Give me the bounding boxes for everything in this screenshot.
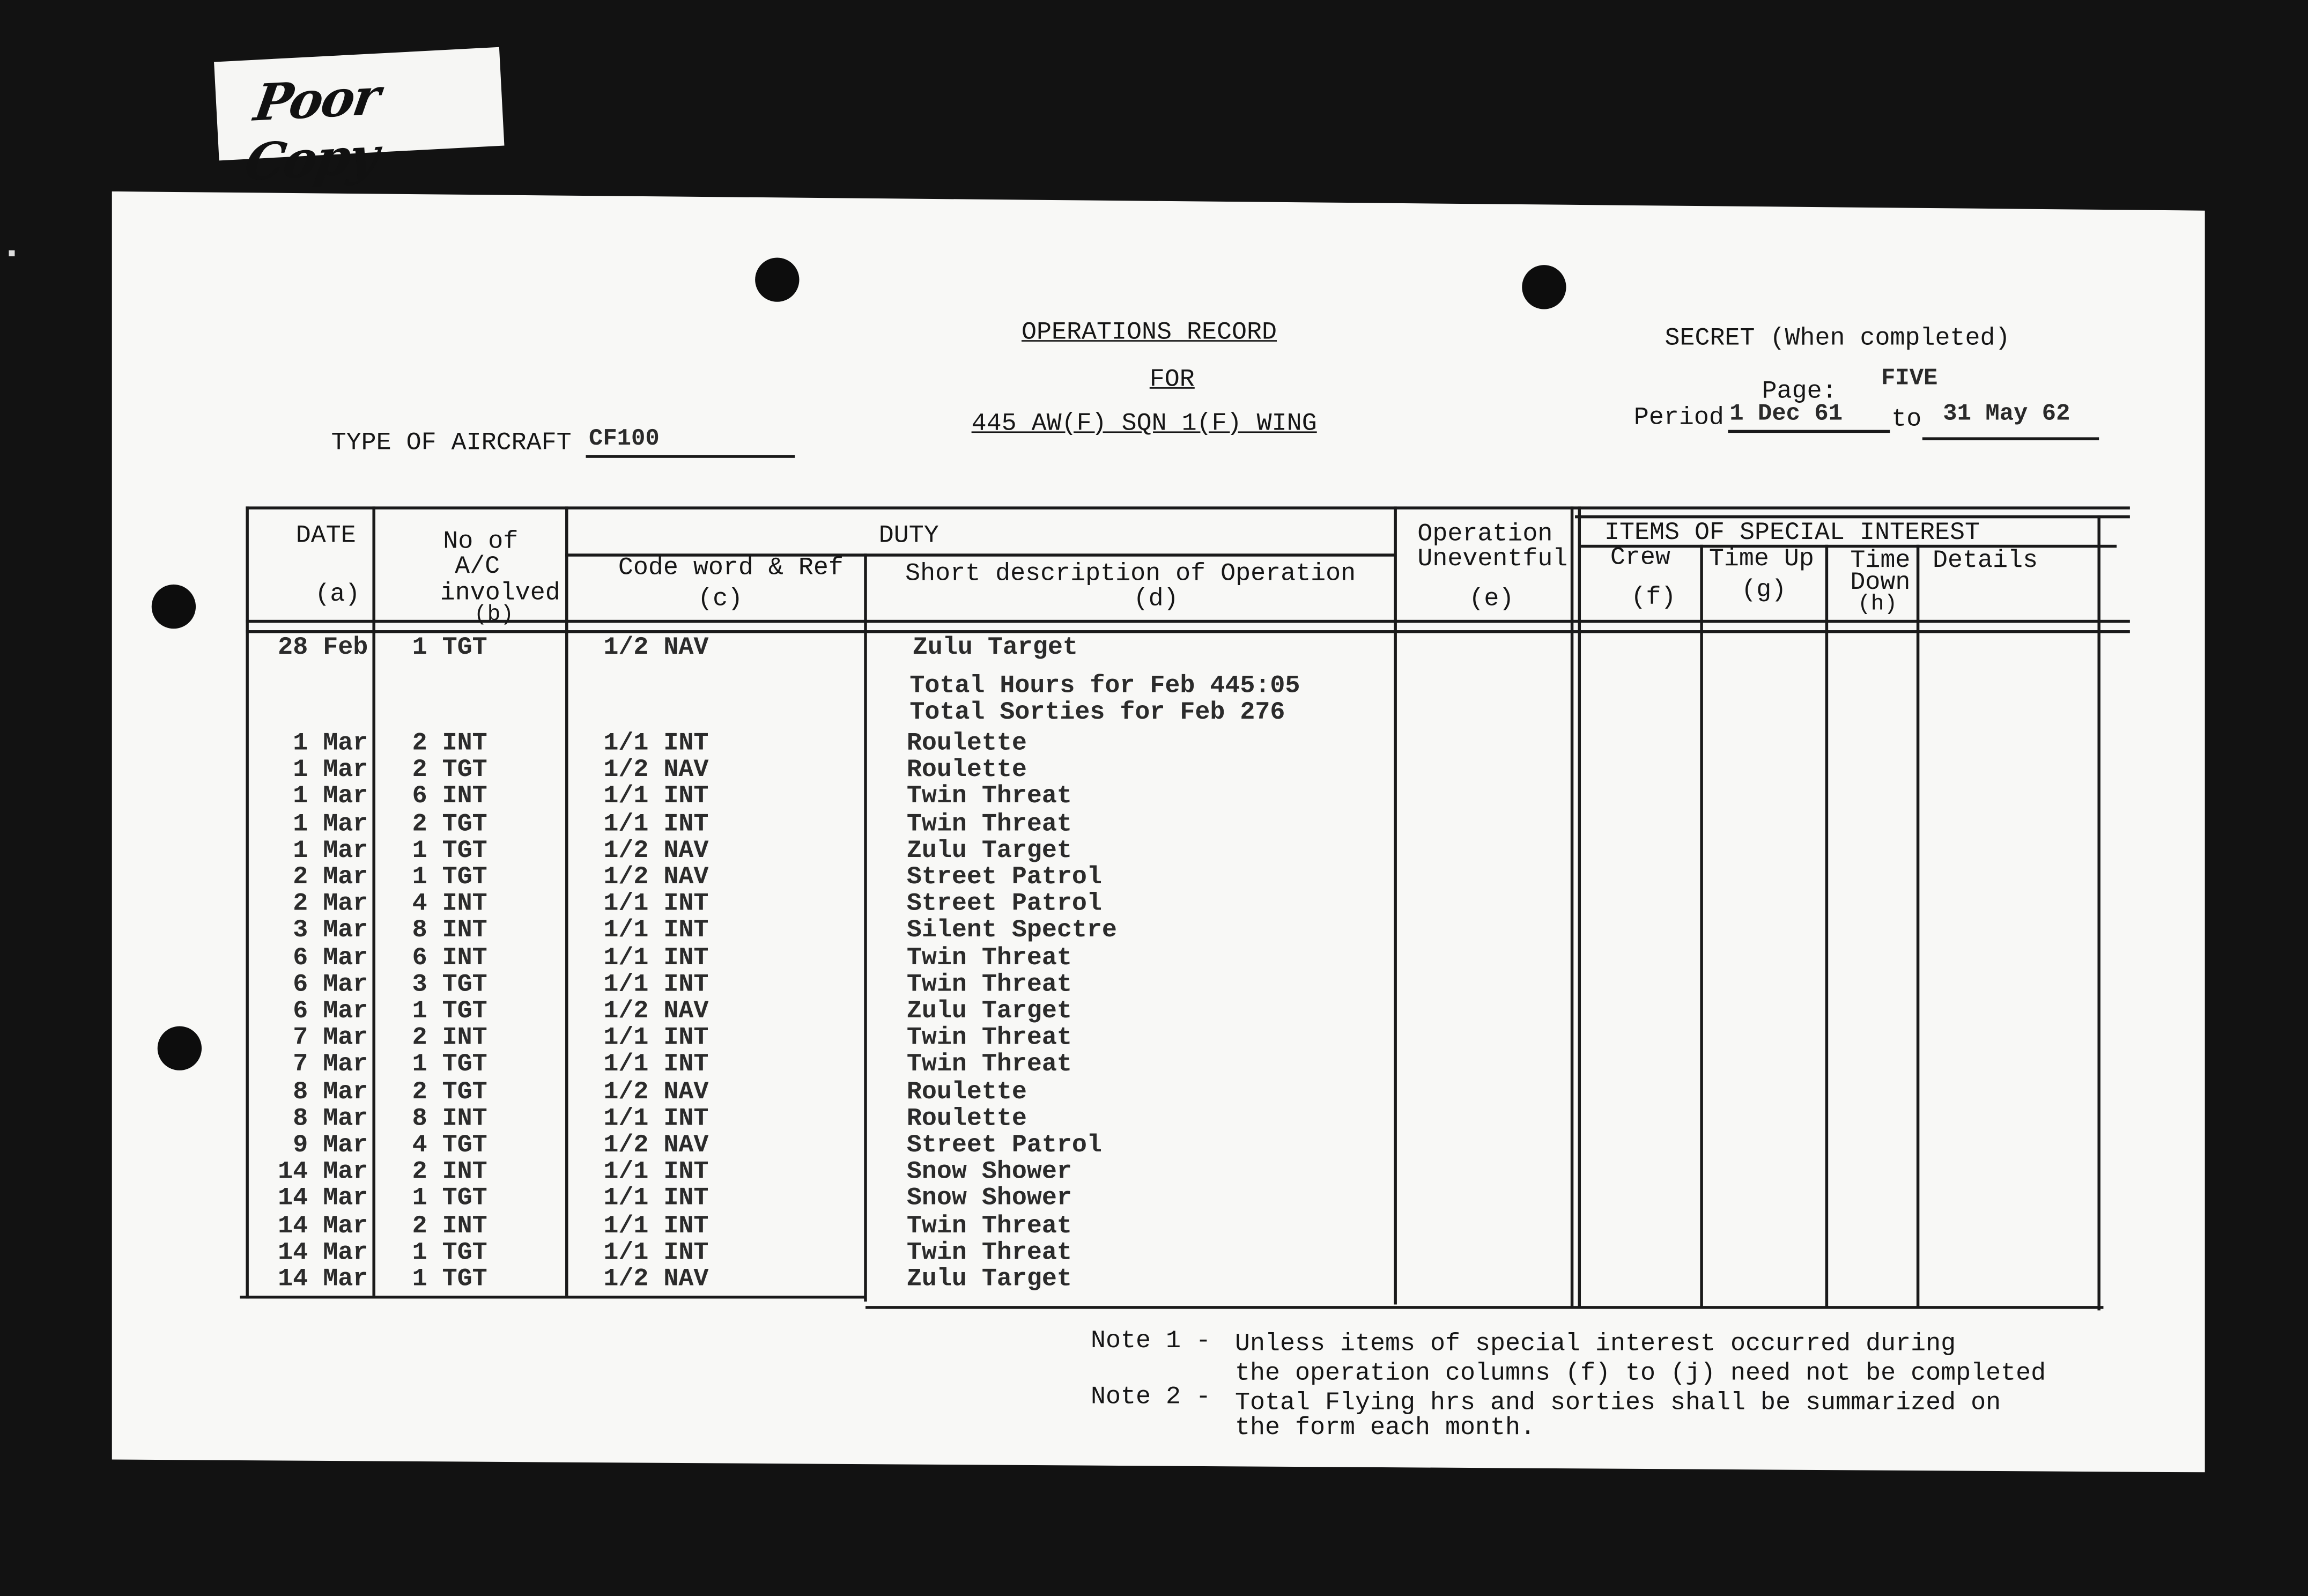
- row-date: 1 Mar: [293, 757, 368, 785]
- row-ac: 4 INT: [412, 891, 487, 919]
- col-date-header: DATE: [295, 522, 356, 551]
- header-bottom-line-2: [246, 630, 2129, 633]
- col-items-header: ITEMS OF SPECIAL INTEREST: [1604, 520, 1980, 548]
- row-date: 8 Mar: [293, 1078, 368, 1107]
- row-ac: 2 TGT: [412, 810, 487, 839]
- col-code-header: Code word & Ref: [618, 555, 844, 583]
- table-row: [0, 1159, 1472, 1185]
- table-row: [0, 811, 1472, 837]
- table-row: [0, 1052, 1472, 1078]
- col-ac-header-2: A/C: [455, 553, 500, 582]
- row-code: 1/1 INT: [603, 971, 709, 1000]
- col-timedown-letter: (h): [1858, 592, 1898, 617]
- row-code: 1/1 INT: [603, 784, 709, 812]
- row-desc: Roulette: [906, 1105, 1027, 1134]
- total-sorties: Total Sorties for Feb 276: [909, 699, 1285, 728]
- row-desc: Street Patrol: [906, 891, 1102, 919]
- poor-copy-text: Poor Copy: [240, 68, 383, 194]
- row-ac: 8 INT: [412, 918, 487, 946]
- row-date: 1 Mar: [293, 837, 368, 866]
- row-ac: 1 TGT: [412, 1052, 487, 1080]
- row-ac: 4 TGT: [412, 1132, 487, 1161]
- table-row: [0, 1105, 1472, 1132]
- form-title: OPERATIONS RECORD: [1021, 319, 1277, 348]
- row-date: 14 Mar: [278, 1186, 368, 1214]
- row-ac: 6 INT: [412, 944, 487, 973]
- row-code: 1/2 NAV: [603, 634, 709, 663]
- table-row: [0, 1078, 1472, 1105]
- table-row: [0, 784, 1472, 810]
- row-ac: 2 TGT: [412, 1078, 487, 1107]
- row-code: 1/1 INT: [603, 1052, 709, 1080]
- row-desc: Zulu Target: [906, 1266, 1072, 1295]
- row-ac: 1 TGT: [412, 864, 487, 892]
- col-divider-crew: [1700, 545, 1702, 1307]
- col-crew-header: Crew: [1610, 544, 1670, 573]
- period-to-underline: [1922, 437, 2099, 439]
- table-row: [0, 1213, 1472, 1239]
- row-date: 1 Mar: [293, 784, 368, 812]
- row-desc: Twin Threat: [906, 1239, 1072, 1268]
- row-ac: 1 TGT: [412, 837, 487, 866]
- row-ac: 1 TGT: [412, 634, 487, 663]
- aircraft-value: CF100: [588, 425, 660, 452]
- row-date: 7 Mar: [293, 1052, 368, 1080]
- col-desc-letter: (d): [1133, 586, 1179, 614]
- row-date: 8 Mar: [293, 1105, 368, 1134]
- row-date: 1 Mar: [293, 730, 368, 758]
- row-date: 14 Mar: [278, 1239, 368, 1268]
- table-row: [0, 998, 1472, 1024]
- row-date: 3 Mar: [293, 918, 368, 946]
- row-code: 1/1 INT: [603, 1105, 709, 1134]
- header-bottom-line: [246, 620, 2129, 622]
- row-desc: Twin Threat: [906, 944, 1072, 973]
- col-date-letter: (a): [315, 581, 360, 610]
- table-row: [0, 1186, 1472, 1212]
- dust-speck: [9, 250, 14, 256]
- row-date: 14 Mar: [278, 1213, 368, 1241]
- col-op-letter: (e): [1469, 586, 1514, 614]
- row-ac: 6 INT: [412, 784, 487, 812]
- note-1-line-1: Unless items of special interest occurred during: [1234, 1331, 1956, 1359]
- row-desc: Zulu Target: [906, 837, 1072, 866]
- period-label: Period: [1633, 404, 1724, 433]
- row-date: 9 Mar: [293, 1132, 368, 1161]
- col-op-header-2: Uneventful: [1417, 546, 1568, 574]
- row-ac: 1 TGT: [412, 998, 487, 1026]
- col-timedown-header-2: Down: [1850, 570, 1911, 598]
- row-code: 1/1 INT: [603, 810, 709, 839]
- table-row: [0, 1132, 1472, 1161]
- col-ac-header-1: No of: [443, 528, 519, 557]
- table-row: [0, 918, 1472, 944]
- note-2-line-1: Total Flying hrs and sorties shall be summarized on: [1234, 1390, 2001, 1418]
- row-desc: Zulu Target: [906, 998, 1072, 1026]
- row-code: 1/2 NAV: [603, 837, 709, 866]
- row-ac: 3 TGT: [412, 971, 487, 1000]
- secret-label: SECRET (When completed): [1665, 325, 2010, 353]
- row-desc: Roulette: [906, 730, 1027, 758]
- row-date: 14 Mar: [278, 1266, 368, 1295]
- note-2-line-2: the form each month.: [1234, 1415, 1536, 1443]
- col-details-header: Details: [1933, 548, 2038, 576]
- table-row: [0, 944, 1472, 971]
- form-for-label: FOR: [1149, 366, 1195, 395]
- row-code: 1/2 NAV: [603, 1266, 709, 1295]
- table-top-border-2: [1575, 515, 2130, 518]
- col-divider-right: [2097, 515, 2100, 1311]
- period-to-label: to: [1891, 406, 1922, 434]
- row-code: 1/1 INT: [603, 1186, 709, 1214]
- row-ac: 2 INT: [412, 730, 487, 758]
- row-ac: 2 INT: [412, 1213, 487, 1241]
- table-row: [0, 730, 1472, 757]
- row-date: 7 Mar: [293, 1025, 368, 1053]
- table-row: [0, 864, 1472, 891]
- table-row: [0, 971, 1472, 1000]
- note-1-label: Note 1 -: [1090, 1328, 1211, 1356]
- aircraft-label: TYPE OF AIRCRAFT: [331, 430, 572, 458]
- row-code: 1/1 INT: [603, 944, 709, 973]
- row-ac: 1 TGT: [412, 1186, 487, 1214]
- row-desc: Snow Shower: [906, 1186, 1072, 1214]
- row-code: 1/2 NAV: [603, 757, 709, 785]
- col-desc-header: Short description of Operation: [905, 560, 1356, 589]
- col-timeup-letter: (g): [1741, 577, 1787, 605]
- row-ac: 2 TGT: [412, 757, 487, 785]
- row-desc: Zulu Target: [912, 634, 1078, 663]
- row-code: 1/1 INT: [603, 1239, 709, 1268]
- table-row: [0, 838, 1472, 864]
- row-code: 1/2 NAV: [603, 1132, 709, 1161]
- row-desc: Twin Threat: [906, 784, 1072, 812]
- table-row: [0, 634, 1472, 661]
- row-desc: Twin Threat: [906, 810, 1072, 839]
- page-value: FIVE: [1881, 365, 1938, 392]
- table-top-border: [246, 506, 2129, 509]
- row-desc: Street Patrol: [906, 864, 1102, 892]
- table-row: [0, 1266, 1472, 1295]
- col-op-header-1: Operation: [1417, 521, 1553, 550]
- col-divider-op-a: [1571, 506, 1573, 1307]
- period-from: 1 Dec 61: [1729, 400, 1843, 427]
- table-row: [0, 1239, 1472, 1266]
- row-desc: Twin Threat: [906, 971, 1072, 1000]
- period-from-underline: [1728, 430, 1890, 432]
- row-ac: 2 INT: [412, 1025, 487, 1053]
- row-date: 2 Mar: [293, 864, 368, 892]
- row-desc: Street Patrol: [906, 1132, 1102, 1161]
- punch-hole-top-right: [1522, 265, 1566, 309]
- row-code: 1/1 INT: [603, 918, 709, 946]
- aircraft-underline: [586, 455, 795, 457]
- row-desc: Twin Threat: [906, 1025, 1072, 1053]
- row-code: 1/1 INT: [603, 730, 709, 758]
- col-ac-header-3: involved: [440, 580, 560, 608]
- row-ac: 8 INT: [412, 1105, 487, 1134]
- page-label: Page:: [1762, 378, 1837, 407]
- col-duty-header: DUTY: [878, 522, 939, 551]
- row-code: 1/2 NAV: [603, 998, 709, 1026]
- row-code: 1/2 NAV: [603, 1078, 709, 1107]
- table-bottom-border: [240, 1296, 866, 1298]
- row-desc: Snow Shower: [906, 1159, 1072, 1187]
- table-row: [0, 1025, 1472, 1051]
- row-desc: Roulette: [906, 757, 1027, 785]
- col-divider-op-b: [1578, 506, 1581, 1307]
- row-desc: Silent Spectre: [906, 918, 1117, 946]
- col-timeup-header: Time Up: [1708, 546, 1814, 574]
- table-row: [0, 757, 1472, 784]
- row-ac: 1 TGT: [412, 1239, 487, 1268]
- note-2-label: Note 2 -: [1090, 1384, 1211, 1412]
- row-date: 6 Mar: [293, 998, 368, 1026]
- period-to: 31 May 62: [1943, 400, 2070, 427]
- row-date: 1 Mar: [293, 810, 368, 839]
- form-unit: 445 AW(F) SQN 1(F) WING: [971, 410, 1317, 439]
- col-timedown-header-1: Time: [1850, 548, 1911, 576]
- col-divider-timeup: [1825, 545, 1828, 1307]
- row-code: 1/1 INT: [603, 1025, 709, 1053]
- row-date: 6 Mar: [293, 971, 368, 1000]
- poor-copy-label: [214, 47, 504, 194]
- row-desc: Roulette: [906, 1078, 1027, 1107]
- col-divider-timedown: [1917, 545, 1919, 1307]
- row-code: 1/2 NAV: [603, 864, 709, 892]
- row-code: 1/1 INT: [603, 891, 709, 919]
- note-1-line-2: the operation columns (f) to (j) need not be completed: [1234, 1360, 2046, 1388]
- row-date: 6 Mar: [293, 944, 368, 973]
- row-date: 28 Feb: [278, 634, 368, 663]
- row-ac: 1 TGT: [412, 1266, 487, 1295]
- row-date: 2 Mar: [293, 891, 368, 919]
- col-ac-letter: (b): [474, 602, 514, 627]
- total-hours: Total Hours for Feb 445:05: [909, 673, 1300, 701]
- row-code: 1/1 INT: [603, 1159, 709, 1187]
- row-code: 1/1 INT: [603, 1213, 709, 1241]
- table-row: [0, 891, 1472, 917]
- punch-hole-side-upper: [152, 585, 196, 629]
- punch-hole-top-left: [755, 257, 799, 301]
- row-ac: 2 INT: [412, 1159, 487, 1187]
- row-desc: Twin Threat: [906, 1052, 1072, 1080]
- col-code-letter: (c): [698, 586, 743, 614]
- row-date: 14 Mar: [278, 1159, 368, 1187]
- row-desc: Twin Threat: [906, 1213, 1072, 1241]
- col-crew-letter: (f): [1631, 584, 1676, 613]
